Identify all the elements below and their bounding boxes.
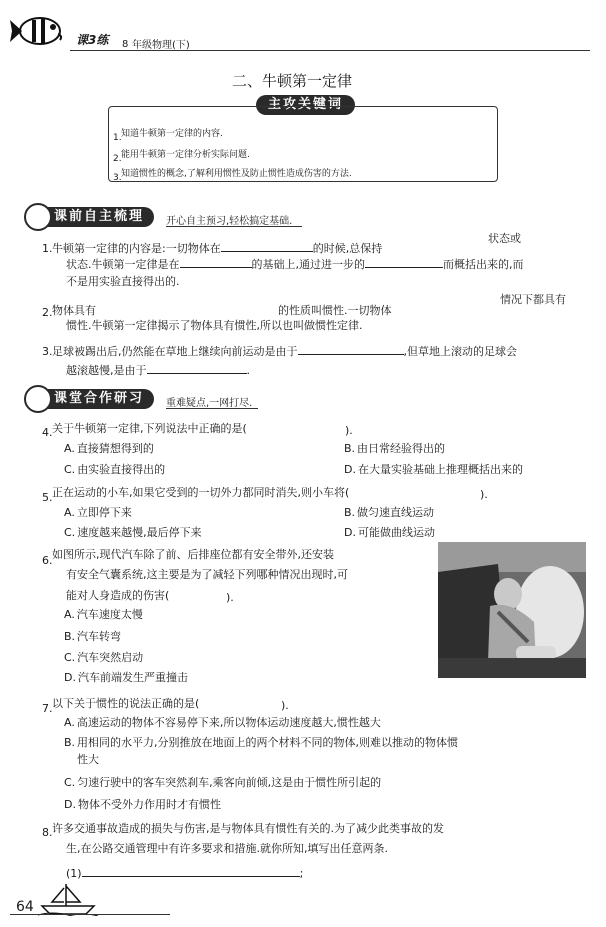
q3-blank-1[interactable] [298, 343, 404, 355]
q7-option-d[interactable]: D. 物体不受外力作用时才有惯性 [64, 798, 221, 811]
q7-option-c[interactable]: C. 匀速行驶中的客车突然刹车,乘客向前倾,这是由于惯性所引起的 [64, 776, 382, 789]
q3-line2: 越滚越慢,是由于 . [66, 364, 250, 377]
q1-line1: 牛顿第一定律的内容是:一切物体在 的时候,总保持 [52, 242, 383, 255]
q3-number: 3. [42, 345, 53, 358]
header-rule [70, 50, 590, 51]
q6-option-b[interactable]: B. 汽车转弯 [64, 630, 122, 643]
q8-line2: 生,在公路交通管理中有许多要求和措施.就你所知,填写出任意两条. [66, 842, 388, 855]
section-preview-subtitle: 开心自主预习,轻松搞定基础. [166, 216, 293, 227]
key-point-1: 知道牛顿第一定律的内容. [121, 129, 223, 139]
section-class-label: 课堂合作研习 [54, 391, 145, 406]
q8-number: 8. [42, 826, 53, 839]
key-points-label: 主攻关键词 [268, 97, 344, 112]
page-number: 64 [16, 899, 34, 915]
q5-option-c[interactable]: C. 速度越来越慢,最后停下来 [64, 526, 202, 539]
q1-number: 1. [42, 242, 53, 255]
q1-line3: 不是用实验直接得出的. [66, 275, 180, 288]
q7-option-b[interactable]: B. 用相同的水平力,分别推放在地面上的两个材料不同的物体,则难以推动的物体惯 [64, 736, 459, 749]
key-point-num-1: 1. [113, 133, 122, 143]
q2-line2: 惯性.牛顿第一定律揭示了物体具有惯性,所以也叫做惯性定律. [66, 319, 363, 332]
group-badge-icon [24, 385, 52, 413]
grade-number: 8 [122, 39, 129, 50]
key-point-3: 知道惯性的概念,了解利用惯性及防止惯性造成伤害的方法. [121, 169, 352, 179]
q6-number: 6. [42, 554, 53, 567]
key-point-num-2: 2. [113, 154, 122, 164]
q7-option-a[interactable]: A. 高速运动的物体不容易停下来,所以物体运动速度越大,惯性越大 [64, 716, 381, 729]
footer-rule [10, 914, 170, 915]
q5-option-d[interactable]: D. 可能做曲线运动 [344, 526, 435, 539]
q3-blank-2[interactable] [147, 362, 247, 374]
q1-blank-1[interactable] [221, 240, 313, 252]
q4-option-a[interactable]: A. 直接猜想得到的 [64, 442, 154, 455]
key-point-num-3: 3. [113, 173, 122, 183]
q2-blank-1[interactable] [96, 303, 278, 314]
q5-number: 5. [42, 491, 53, 504]
q4-option-b[interactable]: B. 由日常经验得出的 [344, 442, 446, 455]
q7-stem-end: ). [281, 699, 289, 712]
q5-option-a[interactable]: A. 立即停下来 [64, 506, 132, 519]
key-point-2: 能用牛顿第一定律分析实际问题. [121, 150, 250, 160]
section-preview-label: 课前自主梳理 [54, 209, 145, 224]
q1-blank-2[interactable] [180, 256, 252, 268]
pencil-badge-icon [24, 203, 52, 231]
q2-line1: 物体具有 的性质叫惯性.一切物体 [52, 304, 392, 317]
section-class-subtitle: 重难疑点,一网打尽. [166, 398, 253, 409]
q6-line3: 能对人身造成的伤害( [66, 589, 170, 602]
q1-line1-right: 状态或 [488, 232, 521, 245]
q2-number: 2. [42, 306, 53, 319]
q7-number: 7. [42, 702, 53, 715]
section-preview-banner [30, 207, 154, 227]
q6-line1: 如图所示,现代汽车除了前、后排座位都有安全带外,还安装 [52, 548, 334, 561]
subject-label: 年级物理(下) [132, 40, 190, 51]
q6-option-c[interactable]: C. 汽车突然启动 [64, 651, 144, 664]
q6-option-a[interactable]: A. 汽车速度太慢 [64, 608, 143, 621]
section-preview-rule [166, 226, 302, 227]
q4-stem: 关于牛顿第一定律,下列说法中正确的是( [52, 422, 247, 435]
airbag-photo [438, 542, 586, 678]
q8-blank-1[interactable] [82, 865, 300, 877]
q5-option-b[interactable]: B. 做匀速直线运动 [344, 506, 435, 519]
q7-option-b-cont: 性大 [77, 753, 99, 766]
brand-series: 课3练 [76, 33, 109, 47]
q6-option-d[interactable]: D. 汽车前端发生严重撞击 [64, 671, 188, 684]
q7-stem: 以下关于惯性的说法正确的是( [52, 697, 200, 710]
fish-logo-icon [8, 14, 70, 48]
q5-stem-end: ). [480, 488, 488, 501]
q4-stem-end: ). [345, 424, 353, 437]
q4-option-d[interactable]: D. 在大量实验基础上推理概括出来的 [344, 463, 523, 476]
q2-line1-right: 情况下都具有 [500, 293, 566, 306]
q6-line2: 有安全气囊系统,这主要是为了减轻下列哪种情况出现时,可 [66, 568, 348, 581]
q4-number: 4. [42, 426, 53, 439]
section-class-banner [30, 389, 154, 409]
q1-blank-3[interactable] [365, 256, 443, 268]
q8-line1: 许多交通事故造成的损失与伤害,是与物体具有惯性有关的.为了减少此类事故的发 [52, 822, 444, 835]
q5-stem: 正在运动的小车,如果它受到的一切外力都同时消失,则小车将( [52, 486, 350, 499]
q8-answer-line: (1) ; [66, 867, 304, 880]
q4-option-c[interactable]: C. 由实验直接得出的 [64, 463, 166, 476]
sailboat-icon [36, 882, 100, 916]
q6-line3-end: ). [226, 591, 234, 604]
section-class-rule [166, 408, 258, 409]
q1-line2: 状态.牛顿第一定律是在 的基础上,通过进一步的 而概括出来的,而 [66, 258, 524, 271]
page-title: 二、牛顿第一定律 [232, 72, 353, 90]
q3-line1: 足球被踢出后,仍然能在草地上继续向前运动是由于 ,但草地上滚动的足球会 [52, 345, 517, 358]
